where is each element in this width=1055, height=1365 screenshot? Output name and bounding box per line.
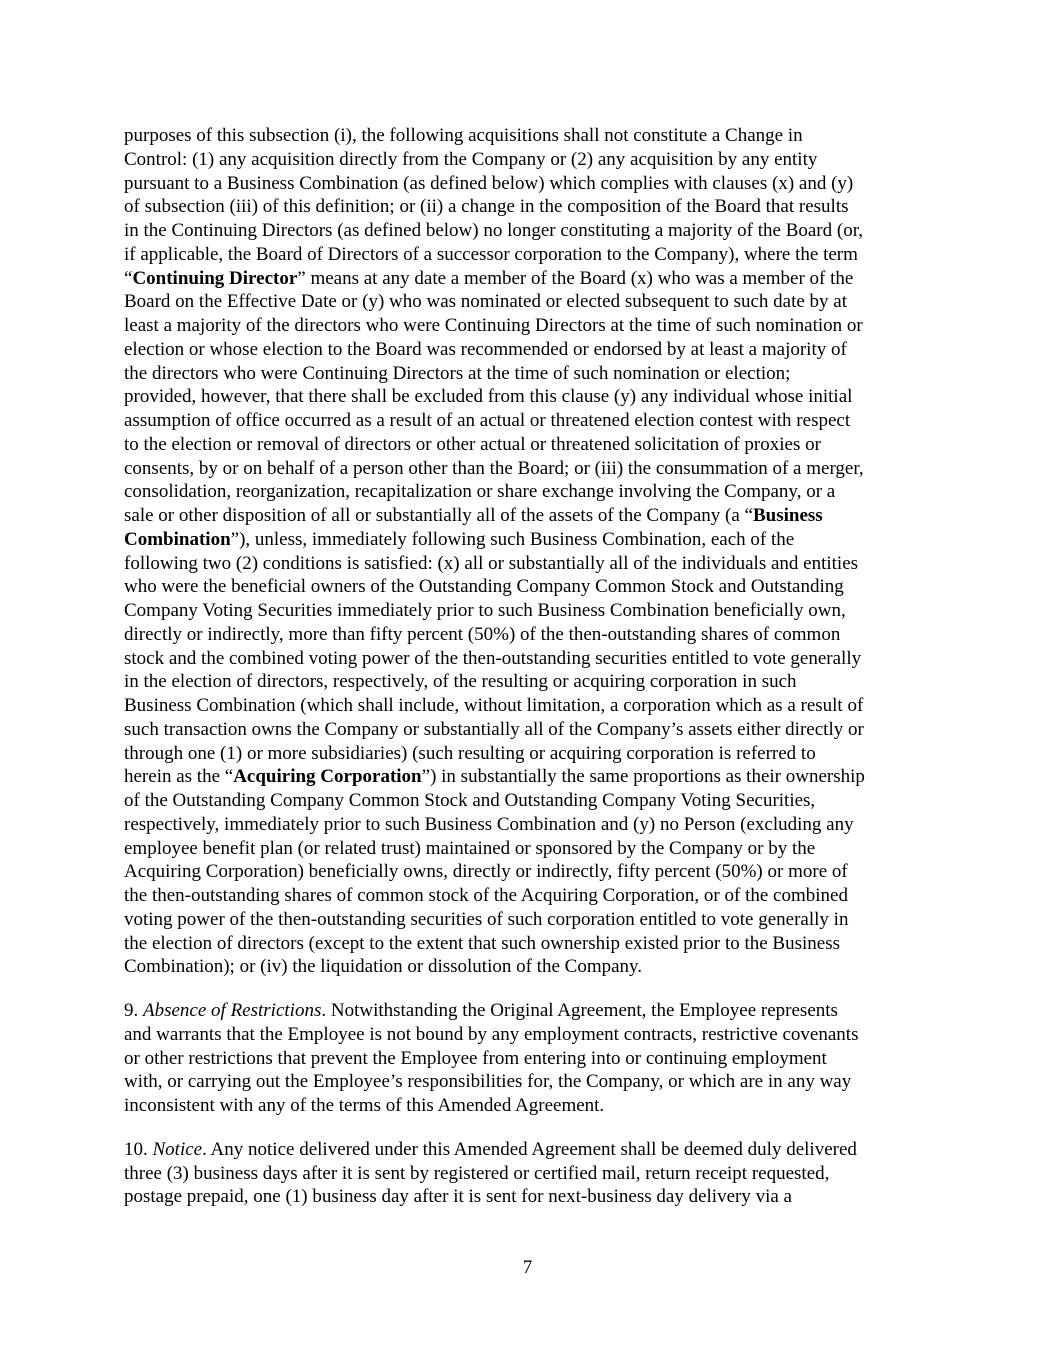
text-line: or other restrictions that prevent the Employee from entering into or continuing employment (124, 1047, 827, 1069)
text-line: following two (2) conditions is satisfied: (x) all or substantially all of the individuals and entities (124, 552, 859, 574)
text-fragment: herein as the “ (124, 766, 234, 788)
text-line: purposes of this subsection (i), the following acquisitions shall not constitute a Change in (124, 125, 803, 146)
text-line (124, 504, 936, 528)
text-fragment: . Notwithstanding the Original Agreement, the Employee represents (321, 1000, 838, 1021)
text-line (124, 1138, 936, 1162)
text-line: inconsistent with any of the terms of this Amended Agreement. (124, 1095, 605, 1116)
defined-term-acquiring-corporation: Acquiring Corporation (233, 766, 422, 788)
text-line: election or whose election to the Board was recommended or endorsed by at least a majority of (124, 338, 847, 360)
defined-term-business-combination-cont: Combination (124, 528, 231, 550)
text-line: to the election or removal of directors or other actual or threatened solicitation of proxies or (124, 433, 821, 455)
section-number: 10. (124, 1138, 153, 1160)
text-line: employee benefit plan (or related trust) maintained or sponsored by the Company or by the (124, 837, 816, 859)
text-fragment: sale or other disposition of all or substantially all of the assets of the Company (a “ (124, 505, 753, 526)
text-fragment: ”), unless, immediately following such Business Combination, each of the (230, 528, 795, 550)
text-line: the election of directors (except to the extent that such ownership existed prior to the Business (124, 932, 840, 954)
document-page (124, 124, 936, 1209)
text-line (124, 999, 936, 1023)
text-line: Acquiring Corporation) beneficially owns, directly or indirectly, fifty percent (50%) or more of (124, 861, 848, 883)
text-line: through one (1) or more subsidiaries) (such resulting or acquiring corporation is referred to (124, 742, 816, 764)
text-line: three (3) business days after it is sent by registered or certified mail, return receipt requested, (124, 1162, 830, 1184)
text-line: in the election of directors, respectively, of the resulting or acquiring corporation in such (124, 671, 797, 693)
text-line: assumption of office occurred as a result of an actual or threatened election contest with respect (124, 410, 851, 431)
section-10-notice (124, 1138, 936, 1209)
text-line: of the Outstanding Company Common Stock and Outstanding Company Voting Securities, (124, 790, 816, 811)
section-9-absence-of-restrictions (124, 999, 936, 1118)
text-line: postage prepaid, one (1) business day after it is sent for next-business day delivery via a (124, 1186, 792, 1208)
text-line (124, 765, 936, 789)
text-line: Control: (1) any acquisition directly from the Company or (2) any acquisition by any entity (124, 148, 818, 170)
text-fragment: ” means at any date a member of the Board (x) who was a member of the (297, 267, 854, 289)
text-line: and warrants that the Employee is not bound by any employment contracts, restrictive covenants (124, 1023, 859, 1045)
text-line: Company Voting Securities immediately prior to such Business Combination beneficially own, (124, 600, 846, 621)
text-line: pursuant to a Business Combination (as defined below) which complies with clauses (x) and (y) (124, 172, 854, 194)
text-line: Business Combination (which shall include, without limitation, a corporation which as a result of (124, 695, 864, 716)
section-heading: Absence of Restrictions (143, 1000, 322, 1021)
text-line: voting power of the then-outstanding securities of such corporation entitled to vote generally in (124, 908, 849, 930)
text-line: directly or indirectly, more than fifty percent (50%) of the then-outstanding shares of common (124, 623, 841, 645)
text-line: in the Continuing Directors (as defined below) no longer constituting a majority of the Board (or, (124, 220, 864, 241)
text-line: respectively, immediately prior to such Business Combination and (y) no Person (excluding any (124, 813, 854, 835)
text-line (124, 267, 936, 291)
paragraph-spacer (124, 979, 936, 999)
text-line: provided, however, that there shall be excluded from this clause (y) any individual whose initial (124, 386, 853, 408)
text-fragment: “ (124, 267, 133, 289)
text-line: if applicable, the Board of Directors of a successor corporation to the Company), where the term (124, 243, 858, 265)
text-fragment: ”) in substantially the same proportions as their ownership (421, 766, 865, 788)
text-line: consolidation, reorganization, recapitalization or share exchange involving the Company, or a (124, 481, 836, 503)
text-line: with, or carrying out the Employee’s responsibilities for, the Company, or which are in any way (124, 1071, 852, 1093)
text-line: least a majority of the directors who were Continuing Directors at the time of such nomination or (124, 315, 863, 336)
text-line: the directors who were Continuing Directors at the time of such nomination or election; (124, 362, 791, 384)
page-number: 7 (522, 1257, 533, 1278)
text-line: of subsection (iii) of this definition; or (ii) a change in the composition of the Board that results (124, 196, 849, 218)
text-line: consents, by or on behalf of a person other than the Board; or (iii) the consummation of a merger, (124, 457, 864, 479)
text-line: stock and the combined voting power of the then-outstanding securities entitled to vote generally (124, 647, 862, 669)
section-number: 9. (124, 1000, 143, 1021)
text-line: who were the beneficial owners of the Outstanding Company Common Stock and Outstanding (124, 576, 844, 598)
text-line: Board on the Effective Date or (y) who was nominated or elected subsequent to such date by at (124, 291, 848, 313)
text-line: Combination); or (iv) the liquidation or dissolution of the Company. (124, 956, 643, 978)
text-fragment: . Any notice delivered under this Amended Agreement shall be deemed duly delivered (202, 1138, 857, 1160)
defined-term-business-combination: Business (752, 505, 823, 526)
text-line: the then-outstanding shares of common stock of the Acquiring Corporation, or of the combined (124, 885, 848, 906)
defined-term-continuing-director: Continuing Director (132, 267, 298, 289)
paragraph-change-in-control-continued (124, 124, 936, 979)
section-heading: Notice (152, 1138, 203, 1160)
text-line (124, 528, 936, 552)
text-line: such transaction owns the Company or substantially all of the Company’s assets either directly or (124, 718, 864, 740)
paragraph-spacer (124, 1118, 936, 1138)
